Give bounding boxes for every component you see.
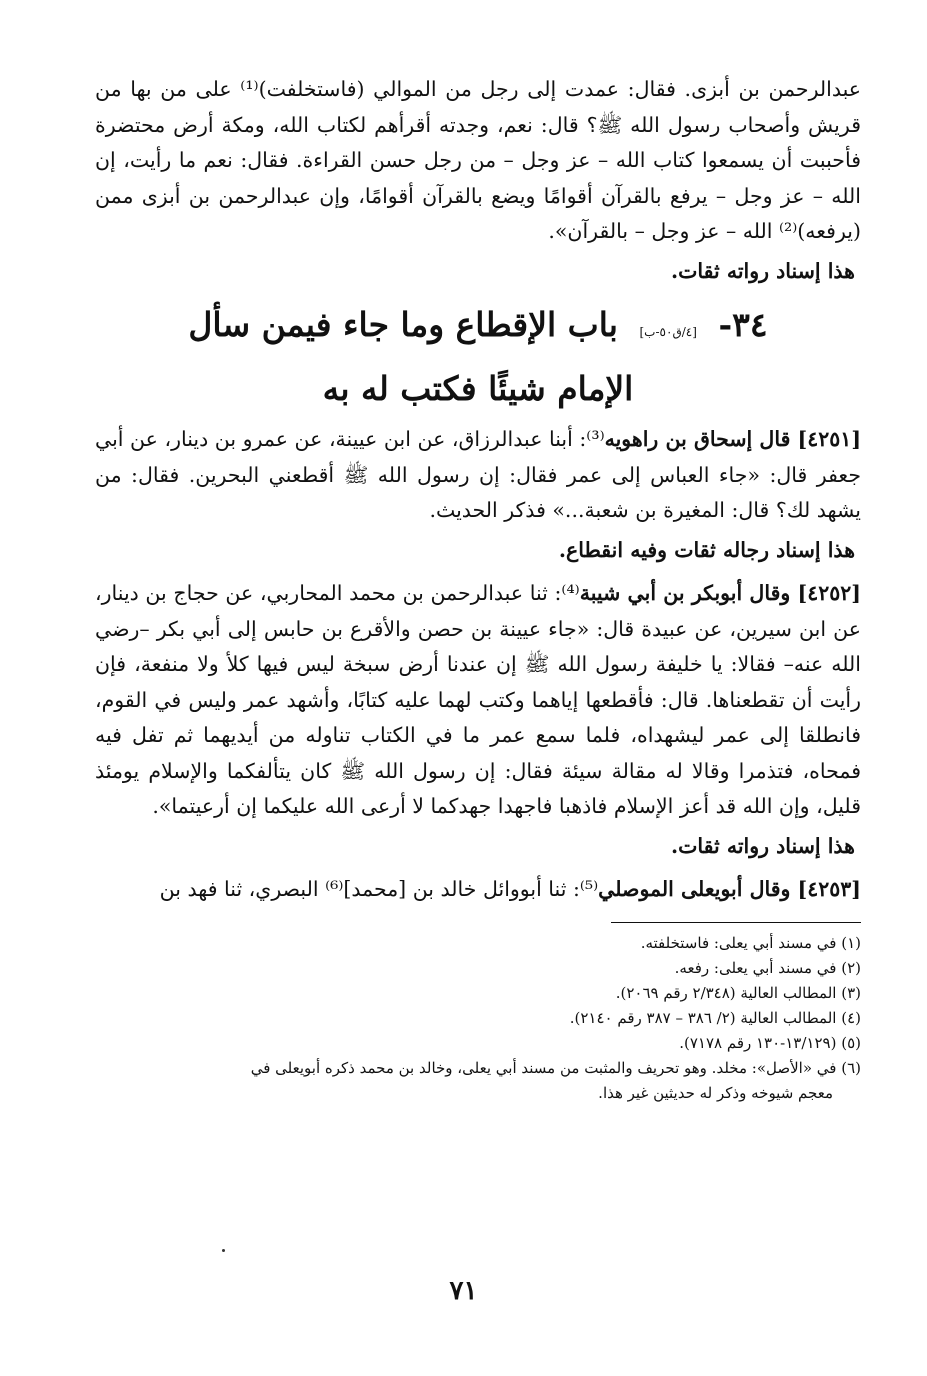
page-number: ٧١ [449,1276,478,1306]
chapter-heading [95,297,861,418]
stray-dot [222,1249,225,1252]
footnote-3: (٣) المطالب العالية (٢/٣٤٨ رقم ٢٠٦٩). [615,983,861,1002]
footnote-divider [611,922,861,923]
hadith-4251-verdict: هذا إسناد رجاله ثقات وفيه انقطاع. [558,537,855,562]
footnote-6: (٦) في «الأصل»: مخلد. وهو تحريف والمثبت من مسند أبي يعلى، وخالد بن محمد ذكره أبويعلى في [250,1058,861,1077]
intro-verdict: هذا إسناد رواته ثقات. [670,258,855,283]
hadith-lead: [٤٢٥١] قال إسحاق بن راهويه [604,427,862,451]
chapter-title-line1: باب الإقطاع وما جاء فيمن سأل [188,305,618,344]
hadith-text: ⁽⁴⁾: ثنا عبدالرحمن بن محمد المحاربي، عن حجاج بن دينار، عن ابن سيرين، عن عبيدة قال: «جاء عيينة بن حصن والأقرع بن حابس إلى أبي بكر –رضي الله عنه– فقالا: يا خليفة رسول الله ﷺ إن عندنا أرض سبخة ليس فيها كلأ ولا منفعة، فإن رأيت أن تقطعناها. قال: فأقطعها إياهما وكتب لهما عليه كتابًا، وأشهد عمر وليس في القوم، فانطلقا إلى عمر ليشهداه، فلما سمع عمر ما في الكتاب تناوله من أيديهما ثم تفل فيه فمحاه، فتذمرا وقالا له مقالة سيئة فقال: إن رسول الله ﷺ كان يتألفكما والإسلام يومئذ قليل، وإن الله قد أعز الإسلام فاذهبا فاجهدا جهدكما لا أرعى الله عليكما إن أرعيتما». [95,581,861,818]
footnote-2: (٢) في مسند أبي يعلى: رفعه. [674,958,861,977]
footnote-1: (١) في مسند أبي يعلى: فاستخلفته. [640,933,861,952]
hadith-lead: [٤٢٥٢] وقال أبوبكر بن أبي شيبة [579,581,861,605]
hadith-4253 [95,872,861,908]
chapter-heading-line1 [95,297,861,360]
intro-paragraph: عبدالرحمن بن أبزى. فقال: عمدت إلى رجل من الموالي (فاستخلفت)⁽¹⁾ على من بها من قريش وأصحاب رسول الله ﷺ؟ قال: نعم، وجدته أقرأهم لكتاب الله، ومكة أرض محتضرة فأحببت أن يسمعوا كتاب الله – عز وجل – من رجل حسن القراءة. فقال: نعم ما رأيت، إن الله – عز وجل – يرفع بالقرآن أقوامًا ويضع بالقرآن أقوامًا، وإن عبدالرحمن بن أبزى ممن (يرفعه)⁽²⁾ الله – عز وجل – بالقرآن». [95,77,862,243]
chapter-title-line2: الإمام شيئًا فكتب له به [322,369,634,408]
hadith-lead: [٤٢٥٣] وقال أبويعلى الموصلي [598,877,861,901]
book-page [95,72,861,1106]
manuscript-folio-ref: [٤/ق٥٠-ب] [639,325,697,339]
hadith-text: ⁽³⁾: أبنا عبدالرزاق، عن ابن عيينة، عن عمرو بن دينار، عن أبي جعفر قال: «جاء العباس إلى عمر فقال: إن رسول الله ﷺ أقطعني البحرين. فقال: من يشهد لك؟ قال: المغيرة بن شعبة...» فذكر الحديث. [95,427,861,522]
hadith-4252-verdict: هذا إسناد رواته ثقات. [670,833,855,858]
hadith-text: ⁽⁵⁾: ثنا أبووائل خالد بن [محمد]⁽⁶⁾ البصري، ثنا فهد بن [159,877,599,901]
footnotes [95,931,861,1106]
hadith-4251 [95,422,861,529]
footnote-6-continuation: معجم شيوخه وذكر له حديثين غير هذا. [598,1083,833,1102]
footnote-4: (٤) المطالب العالية (٢/ ٣٨٦ – ٣٨٧ رقم ٢١٤٠). [569,1008,861,1027]
footnote-5: (٥) (١٣/١٢٩-١٣٠ رقم ٧١٧٨). [679,1033,861,1052]
hadith-4252 [95,576,861,825]
chapter-number: ٣٤- [718,305,768,344]
